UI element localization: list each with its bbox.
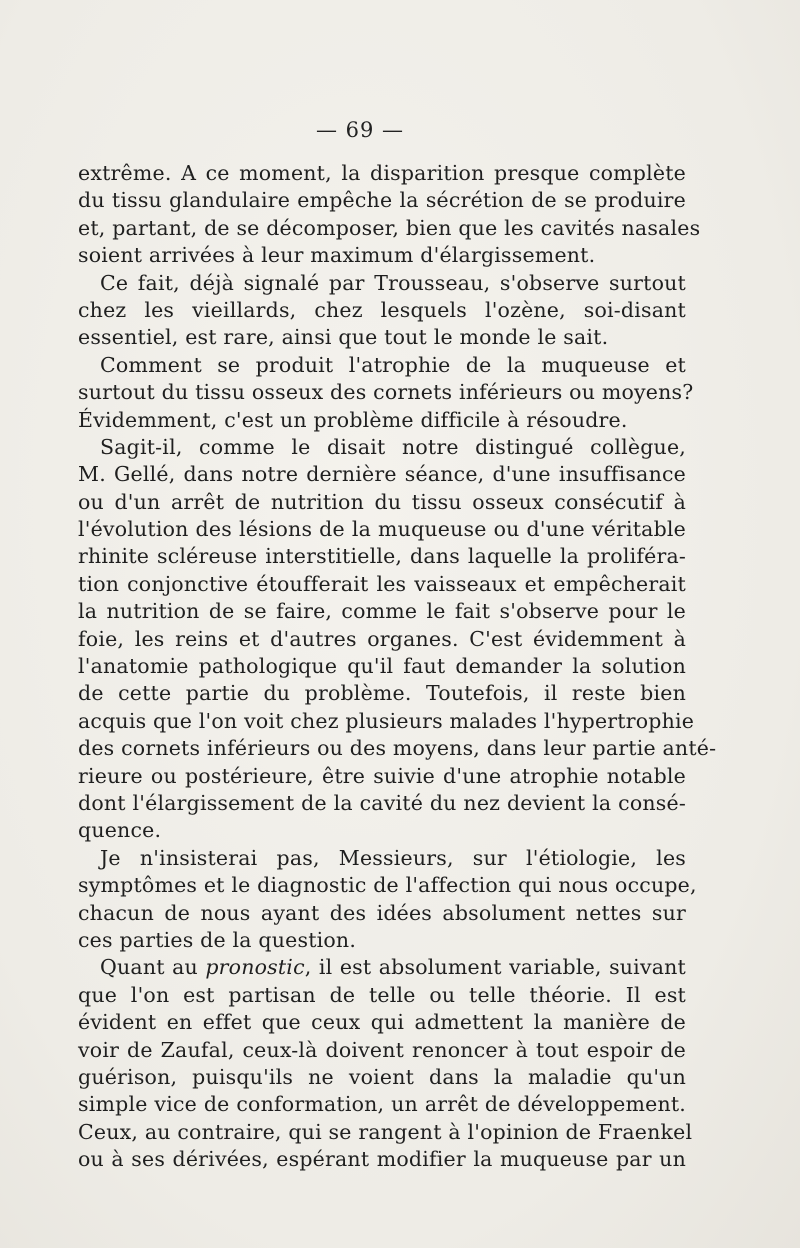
text-line: Je n'insisterai pas, Messieurs, sur l'étiologie, les [100, 845, 686, 870]
text-line: symptômes et le diagnostic de l'affection qui nous occupe, [78, 873, 697, 898]
body-text [78, 160, 717, 1173]
text-line: surtout du tissu osseux des cornets inférieurs ou moyens? [78, 380, 694, 405]
text-line: essentiel, est rare, ainsi que tout le monde le sait. [78, 325, 609, 350]
text-line: de cette partie du problème. Toutefois, il reste bien [78, 681, 686, 706]
text-line: et, partant, de se décomposer, bien que les cavités nasales [78, 215, 701, 240]
text-line: Quant au pronostic, il est absolument variable, suivant [100, 955, 686, 980]
text-line: Ceux, au contraire, qui se rangent à l'opinion de Fraenkel [78, 1119, 693, 1144]
text-line: la nutrition de se faire, comme le fait s'observe pour le [78, 599, 686, 624]
text-line: Sagit-il, comme le disait notre distingué collègue, [100, 434, 686, 459]
text-line: ces parties de la question. [78, 927, 357, 952]
text-line: quence. [78, 818, 162, 843]
text-line: l'évolution des lésions de la muqueuse ou d'une véritable [78, 517, 686, 542]
text-line: chez les vieillards, chez lesquels l'ozène, soi-disant [78, 297, 686, 322]
text-line: foie, les reins et d'autres organes. C'est évidemment à [78, 626, 686, 651]
text-line: ou d'un arrêt de nutrition du tissu osseux consécutif à [78, 489, 686, 514]
text-line: ou à ses dérivées, espérant modifier la muqueuse par un [78, 1147, 686, 1172]
text-line: évident en effet que ceux qui admettent la manière de [78, 1010, 686, 1035]
text-line: simple vice de conformation, un arrêt de développement. [78, 1092, 686, 1117]
text-line: Comment se produit l'atrophie de la muqueuse et [100, 352, 686, 377]
text-line: soient arrivées à leur maximum d'élargissement. [78, 243, 596, 268]
text-line: extrême. A ce moment, la disparition presque complète [78, 161, 686, 185]
text-line: tion conjonctive étoufferait les vaisseaux et empêcherait [78, 571, 686, 596]
text-line: dont l'élargissement de la cavité du nez devient la consé- [78, 790, 686, 815]
text-line: l'anatomie pathologique qu'il faut demander la solution [78, 654, 686, 679]
text-line: Ce fait, déjà signalé par Trousseau, s'observe surtout [100, 270, 686, 295]
text-line: acquis que l'on voit chez plusieurs malades l'hypertrophie [78, 708, 695, 733]
text-line: M. Gellé, dans notre dernière séance, d'une insuffisance [78, 462, 686, 487]
text-line: Évidemment, c'est un problème difficile à résoudre. [78, 407, 628, 432]
text-line: rhinite scléreuse interstitielle, dans laquelle la proliféra- [78, 544, 686, 569]
page-number: — 69 — [315, 118, 405, 142]
text-line: que l'on est partisan de telle ou telle théorie. Il est [78, 982, 686, 1007]
text-line: chacun de nous ayant des idées absolument nettes sur [78, 900, 686, 925]
text-line: voir de Zaufal, ceux-là doivent renoncer à tout espoir de [78, 1037, 686, 1062]
text-line: du tissu glandulaire empêche la sécrétion de se produire [78, 188, 686, 213]
text-line: guérison, puisqu'ils ne voient dans la maladie qu'un [78, 1064, 686, 1089]
text-line: des cornets inférieurs ou des moyens, dans leur partie anté- [78, 736, 717, 761]
text-line: rieure ou postérieure, être suivie d'une atrophie notable [78, 763, 686, 788]
